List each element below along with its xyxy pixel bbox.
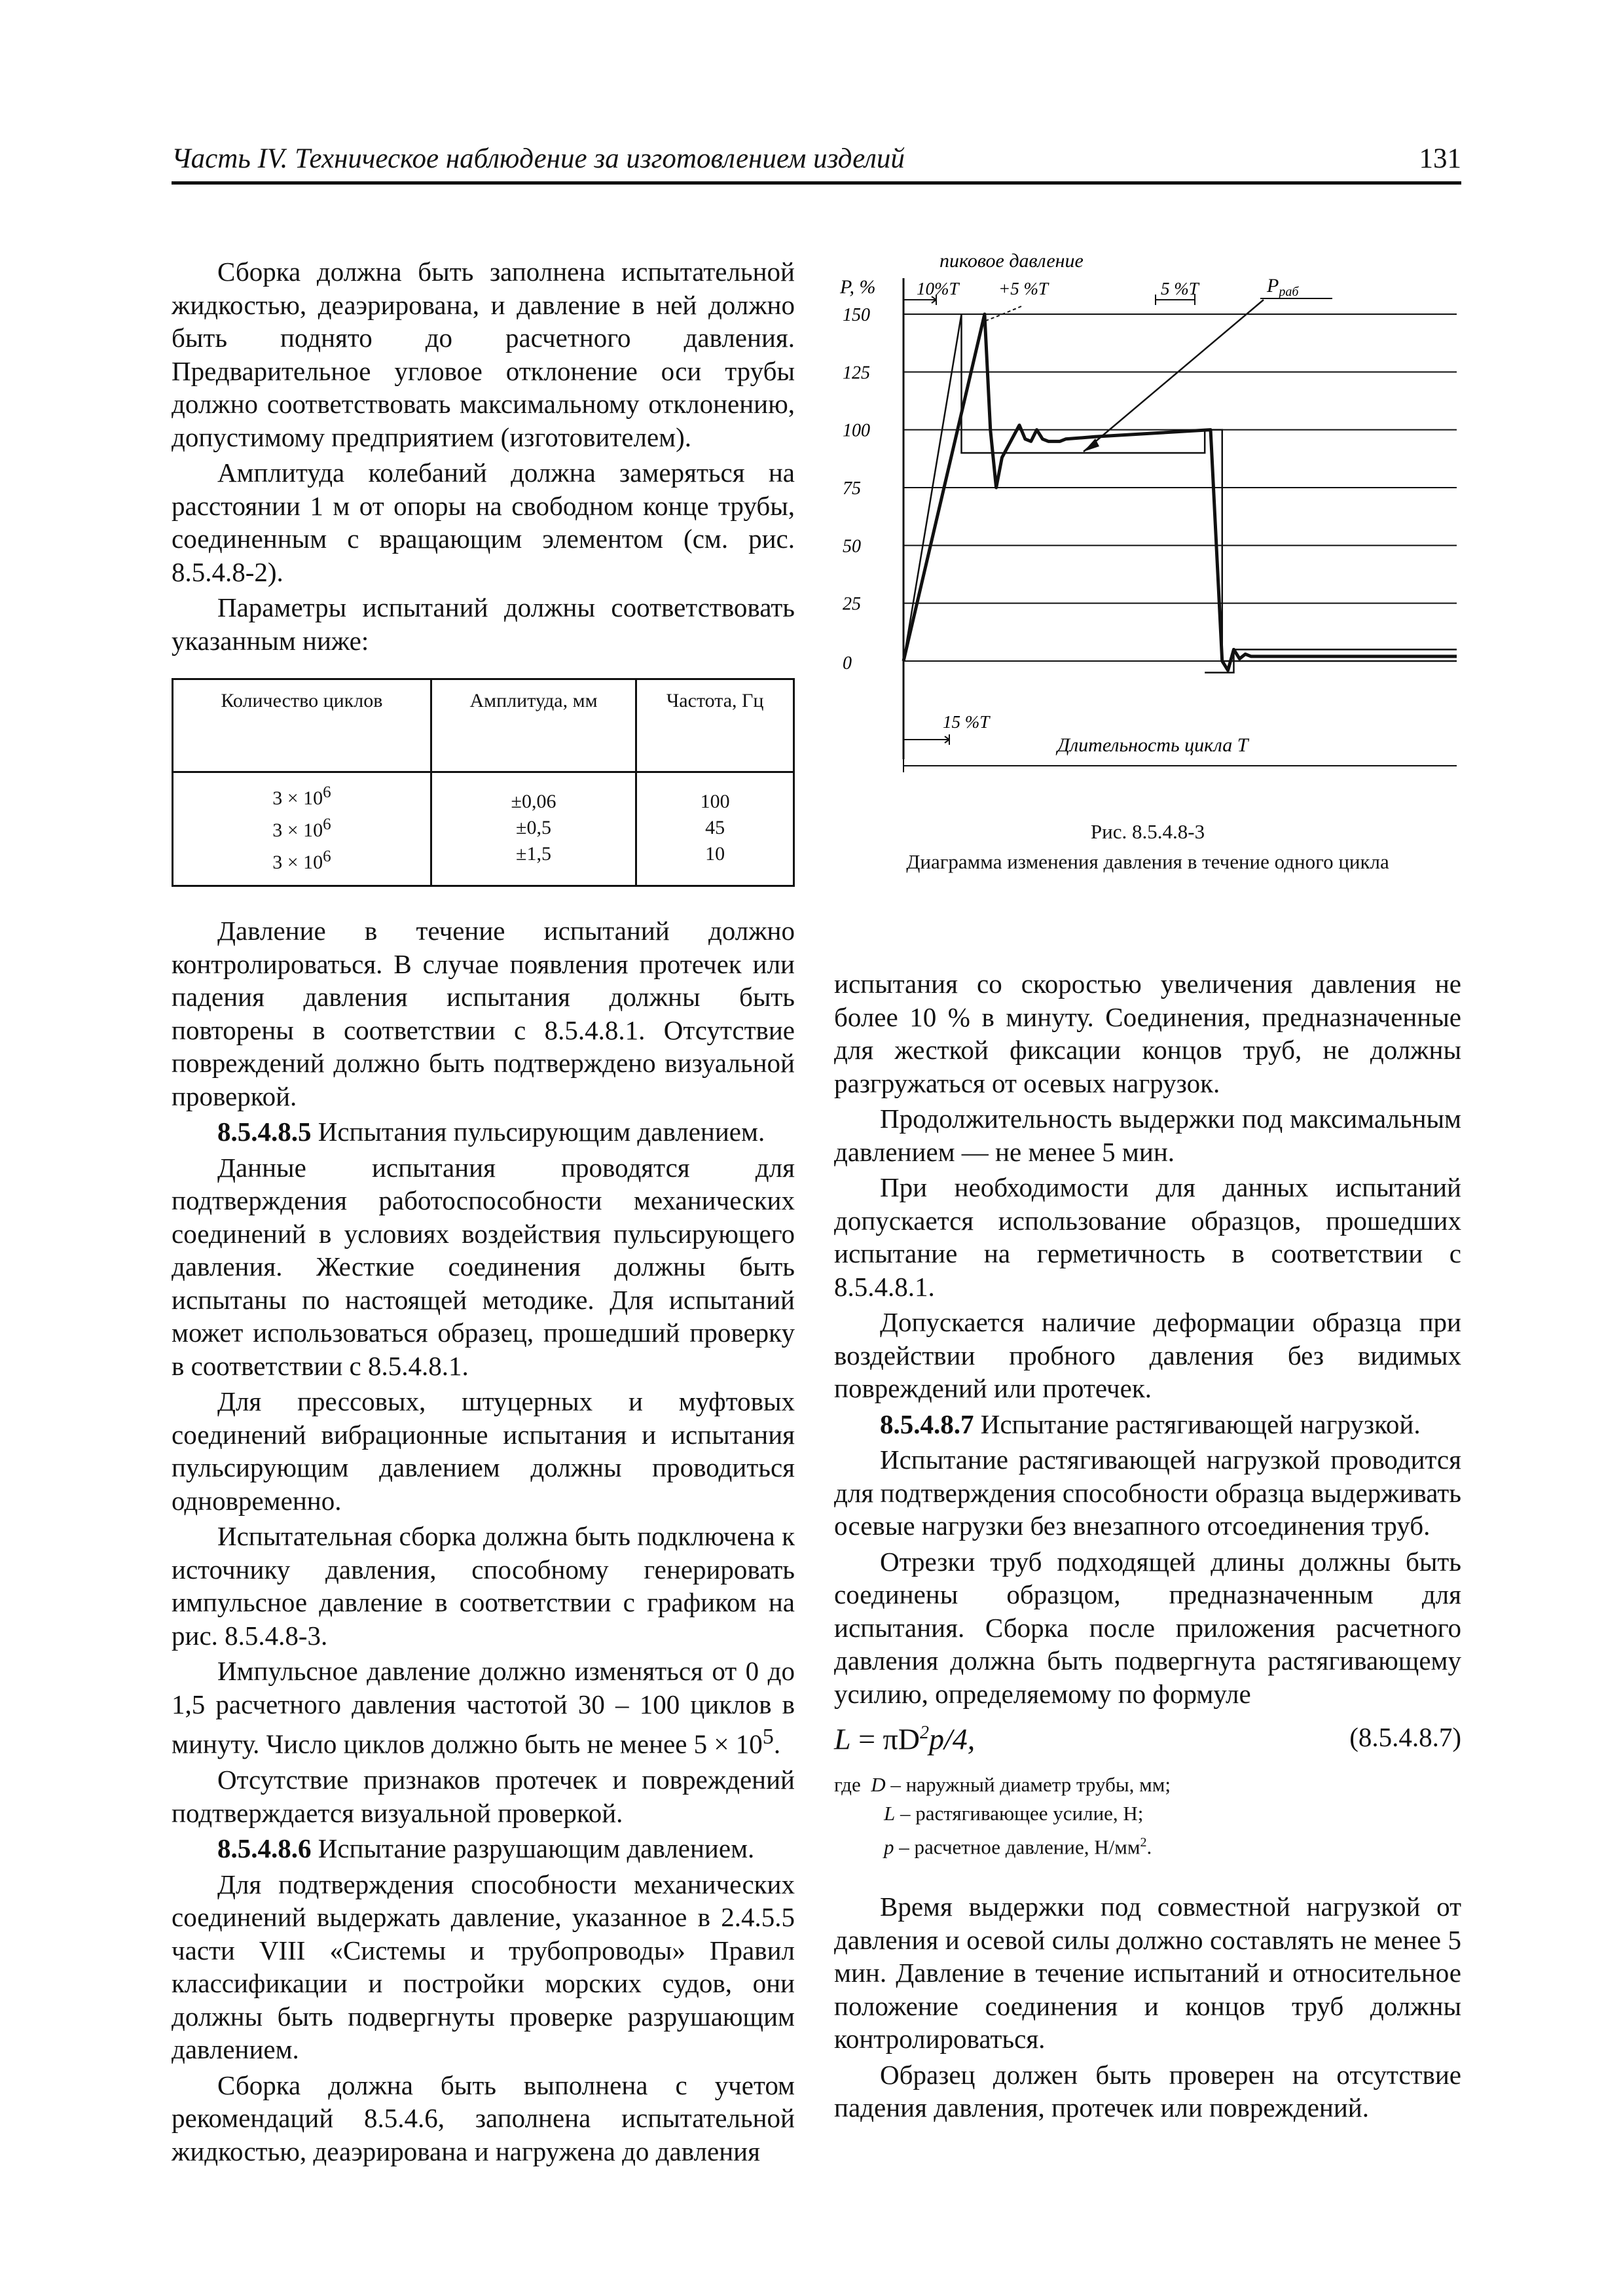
table-cell <box>431 772 636 886</box>
legend-row: p – расчетное давление, $Н/мм^2$. <box>884 1835 1152 1859</box>
y-tick-label: 150 <box>843 305 870 325</box>
y-tick-label: 100 <box>843 420 870 441</box>
cycles-value: $3 \times 10^6$ <box>272 816 331 841</box>
section-number: 8.5.4.8.6 <box>217 1833 312 1864</box>
peak-pressure-label: пиковое давление <box>939 250 1084 272</box>
table-header-cell: Количество циклов <box>173 679 431 772</box>
label-5-percent-t: 5 %T <box>1161 279 1199 298</box>
paragraph: Сборка должна быть выполнена с учетом рекомендаций 8.5.4.6, заполнена испытательной жидкостью, деаэрирована и нагружена до давления <box>172 2070 795 2166</box>
legend-row: L – растягивающее усилие, Н; <box>884 1802 1144 1825</box>
working-pressure-label: $P_{раб}$ <box>1267 275 1299 299</box>
pressure-series-line <box>903 314 1457 670</box>
section-number: 8.5.4.8.7 <box>880 1408 974 1439</box>
label-10-percent-t: 10%T <box>917 279 959 298</box>
frequency-value: 45 <box>705 816 725 838</box>
paragraph: Испытательная сборка должна быть подключена к источнику давления, способному генерировать импульсное давление в соответствии с графиком на рис. 8.5.4.8-3. <box>172 1521 795 1651</box>
y-axis-ticks <box>843 305 870 673</box>
y-tick-label: 125 <box>843 363 870 384</box>
section-heading: 8.5.4.8.5 Испытания пульсирующим давлением. <box>217 1117 765 1147</box>
running-header: Часть IV. Техническое наблюдение за изготовлением изделий <box>172 143 905 174</box>
table-header-cell: Частота, Гц <box>636 679 794 772</box>
frequency-value: 10 <box>705 842 725 865</box>
label-15-percent-t: 15 %T <box>943 712 990 732</box>
page-number: 131 <box>1419 143 1461 174</box>
paragraph: Импульсное давление должно изменяться от 0 до 1,5 расчетного давления частотой 30 – 100 циклов в минуту. Число циклов должно быть не менее $5 \times 10^5$. <box>172 1656 795 1759</box>
figure-number: Рис. 8.5.4.8-3 <box>1090 820 1205 843</box>
y-axis-label: P, % <box>840 276 876 298</box>
frequency-value: 100 <box>700 790 730 812</box>
left-column <box>172 255 795 2170</box>
paragraph: Отрезки труб подходящей длины должны быть соединены образцом, предназначенным для испытания. Сборка после приложения расчетного давления должна быть подвергнута растягивающему усилию, определяемому по формуле <box>834 1546 1461 1709</box>
formula-legend <box>834 1770 1461 1861</box>
formula-number: (8.5.4.8.7) <box>1349 1722 1461 1752</box>
table-header-cell: Амплитуда, мм <box>431 679 636 772</box>
section-number: 8.5.4.8.5 <box>217 1117 312 1147</box>
figure-title: Диаграмма изменения давления в течение одного цикла <box>906 850 1389 873</box>
paragraph: Давление в течение испытаний должно контролироваться. В случае появления протечек или падения давления испытания должны быть повторены в соответствии с 8.5.4.8.1. Отсутствие повреждений должно быть подтверждено визуальной проверкой. <box>172 916 795 1111</box>
paragraph: Образец должен быть проверен на отсутствие падения давления, протечек или повреждений. <box>834 2059 1461 2123</box>
table-cell <box>173 772 431 886</box>
paragraph: Для подтверждения способности механических соединений выдержать давление, указанное в 2.4.5.5 части VIII «Системы и трубопроводы» Правил классификации и постройки морских судов, они должны быть подвергнуты проверке разрушающим давлением. <box>172 1869 795 2065</box>
right-column <box>834 967 1461 2127</box>
cycles-value: $3 \times 10^6$ <box>272 783 331 809</box>
header-rule <box>172 181 1461 185</box>
table-header-row <box>173 679 794 772</box>
test-parameters-table <box>172 678 795 887</box>
paragraph: Сборка должна быть заполнена испытательной жидкостью, деаэрирована, и давление в ней должно быть поднято до расчетного давления. Предварительное угловое отклонение оси трубы должно соответствовать максимальному отклонению, допустимому предприятием (изготовителем). <box>172 257 795 452</box>
paragraph: При необходимости для данных испытаний допускается использование образцов, прошедших испытание на герметичность в соответствии с 8.5.4.8.1. <box>834 1172 1461 1302</box>
paragraph: Параметры испытаний должны соответствовать указанным ниже: <box>172 592 795 656</box>
label-plus-5-percent-t: +5 %T <box>998 279 1048 298</box>
y-tick-label: 0 <box>843 653 852 673</box>
section-heading: 8.5.4.8.7 Испытание растягивающей нагрузкой. <box>880 1408 1421 1439</box>
y-tick-label: 75 <box>843 478 861 499</box>
cycles-value: $3 \times 10^6$ <box>272 848 331 873</box>
paragraph: Для прессовых, штуцерных и муфтовых соединений вибрационные испытания и испытания пульсирующим давлением должны проводиться одновременно. <box>172 1386 795 1516</box>
paragraph: Отсутствие признаков протечек и повреждений подтверждается визуальной проверкой. <box>172 1765 795 1828</box>
legend-row: где D – наружный диаметр трубы, мм; <box>834 1773 1171 1796</box>
paragraph: Допускается наличие деформации образца при воздействии пробного давления без видимых повреждений или протечек. <box>834 1307 1461 1403</box>
working-pressure-leader <box>1084 300 1264 452</box>
paragraph: Продолжительность выдержки под максимальным давлением — не менее 5 мин. <box>834 1103 1461 1167</box>
paragraph: Амплитуда колебаний должна замеряться на расстоянии 1 м от опоры на свободном конце трубы, соединенным с вращающим элементом (см. рис. 8.5.4.8-2). <box>172 457 795 587</box>
figure-caption <box>834 817 1461 877</box>
table-row <box>173 772 794 886</box>
pressure-cycle-chart <box>828 242 1457 785</box>
paragraph: Испытание растягивающей нагрузкой проводится для подтверждения способности образца выдерживать осевые нагрузки без внезапного отсоединения труб. <box>834 1444 1461 1541</box>
table-cell <box>636 772 794 886</box>
y-tick-label: 50 <box>843 536 861 557</box>
x-axis-label: Длительность цикла T <box>1057 734 1249 756</box>
formula: $L = \pi D^2p/4$, <box>834 1722 976 1756</box>
paragraph: испытания со скоростью увеличения давления не более 10 % в минуту. Соединения, предназначенные для жесткой фиксации концов труб, не должны разгружаться от осевых нагрузок. <box>834 969 1461 1098</box>
y-tick-label: 25 <box>843 594 861 615</box>
amplitude-value: ±0,06 <box>511 790 556 812</box>
paragraph: Время выдержки под совместной нагрузкой от давления и осевой силы должно составлять не менее 5 мин. Давление в течение испытаний и относительное положение соединения и концов труб должны контролироваться. <box>834 1892 1461 2054</box>
section-heading: 8.5.4.8.6 Испытание разрушающим давлением. <box>217 1833 755 1864</box>
paragraph: Данные испытания проводятся для подтверждения работоспособности механических соединений в условиях воздействия пульсирующего давления. Жесткие соединения должны быть испытаны по настоящей методике. Для испытаний может использоваться образец, прошедший проверку в соответствии с 8.5.4.8.1. <box>172 1152 795 1381</box>
amplitude-value: ±1,5 <box>516 842 552 865</box>
amplitude-value: ±0,5 <box>516 816 552 838</box>
formula-row <box>834 1717 1461 1761</box>
